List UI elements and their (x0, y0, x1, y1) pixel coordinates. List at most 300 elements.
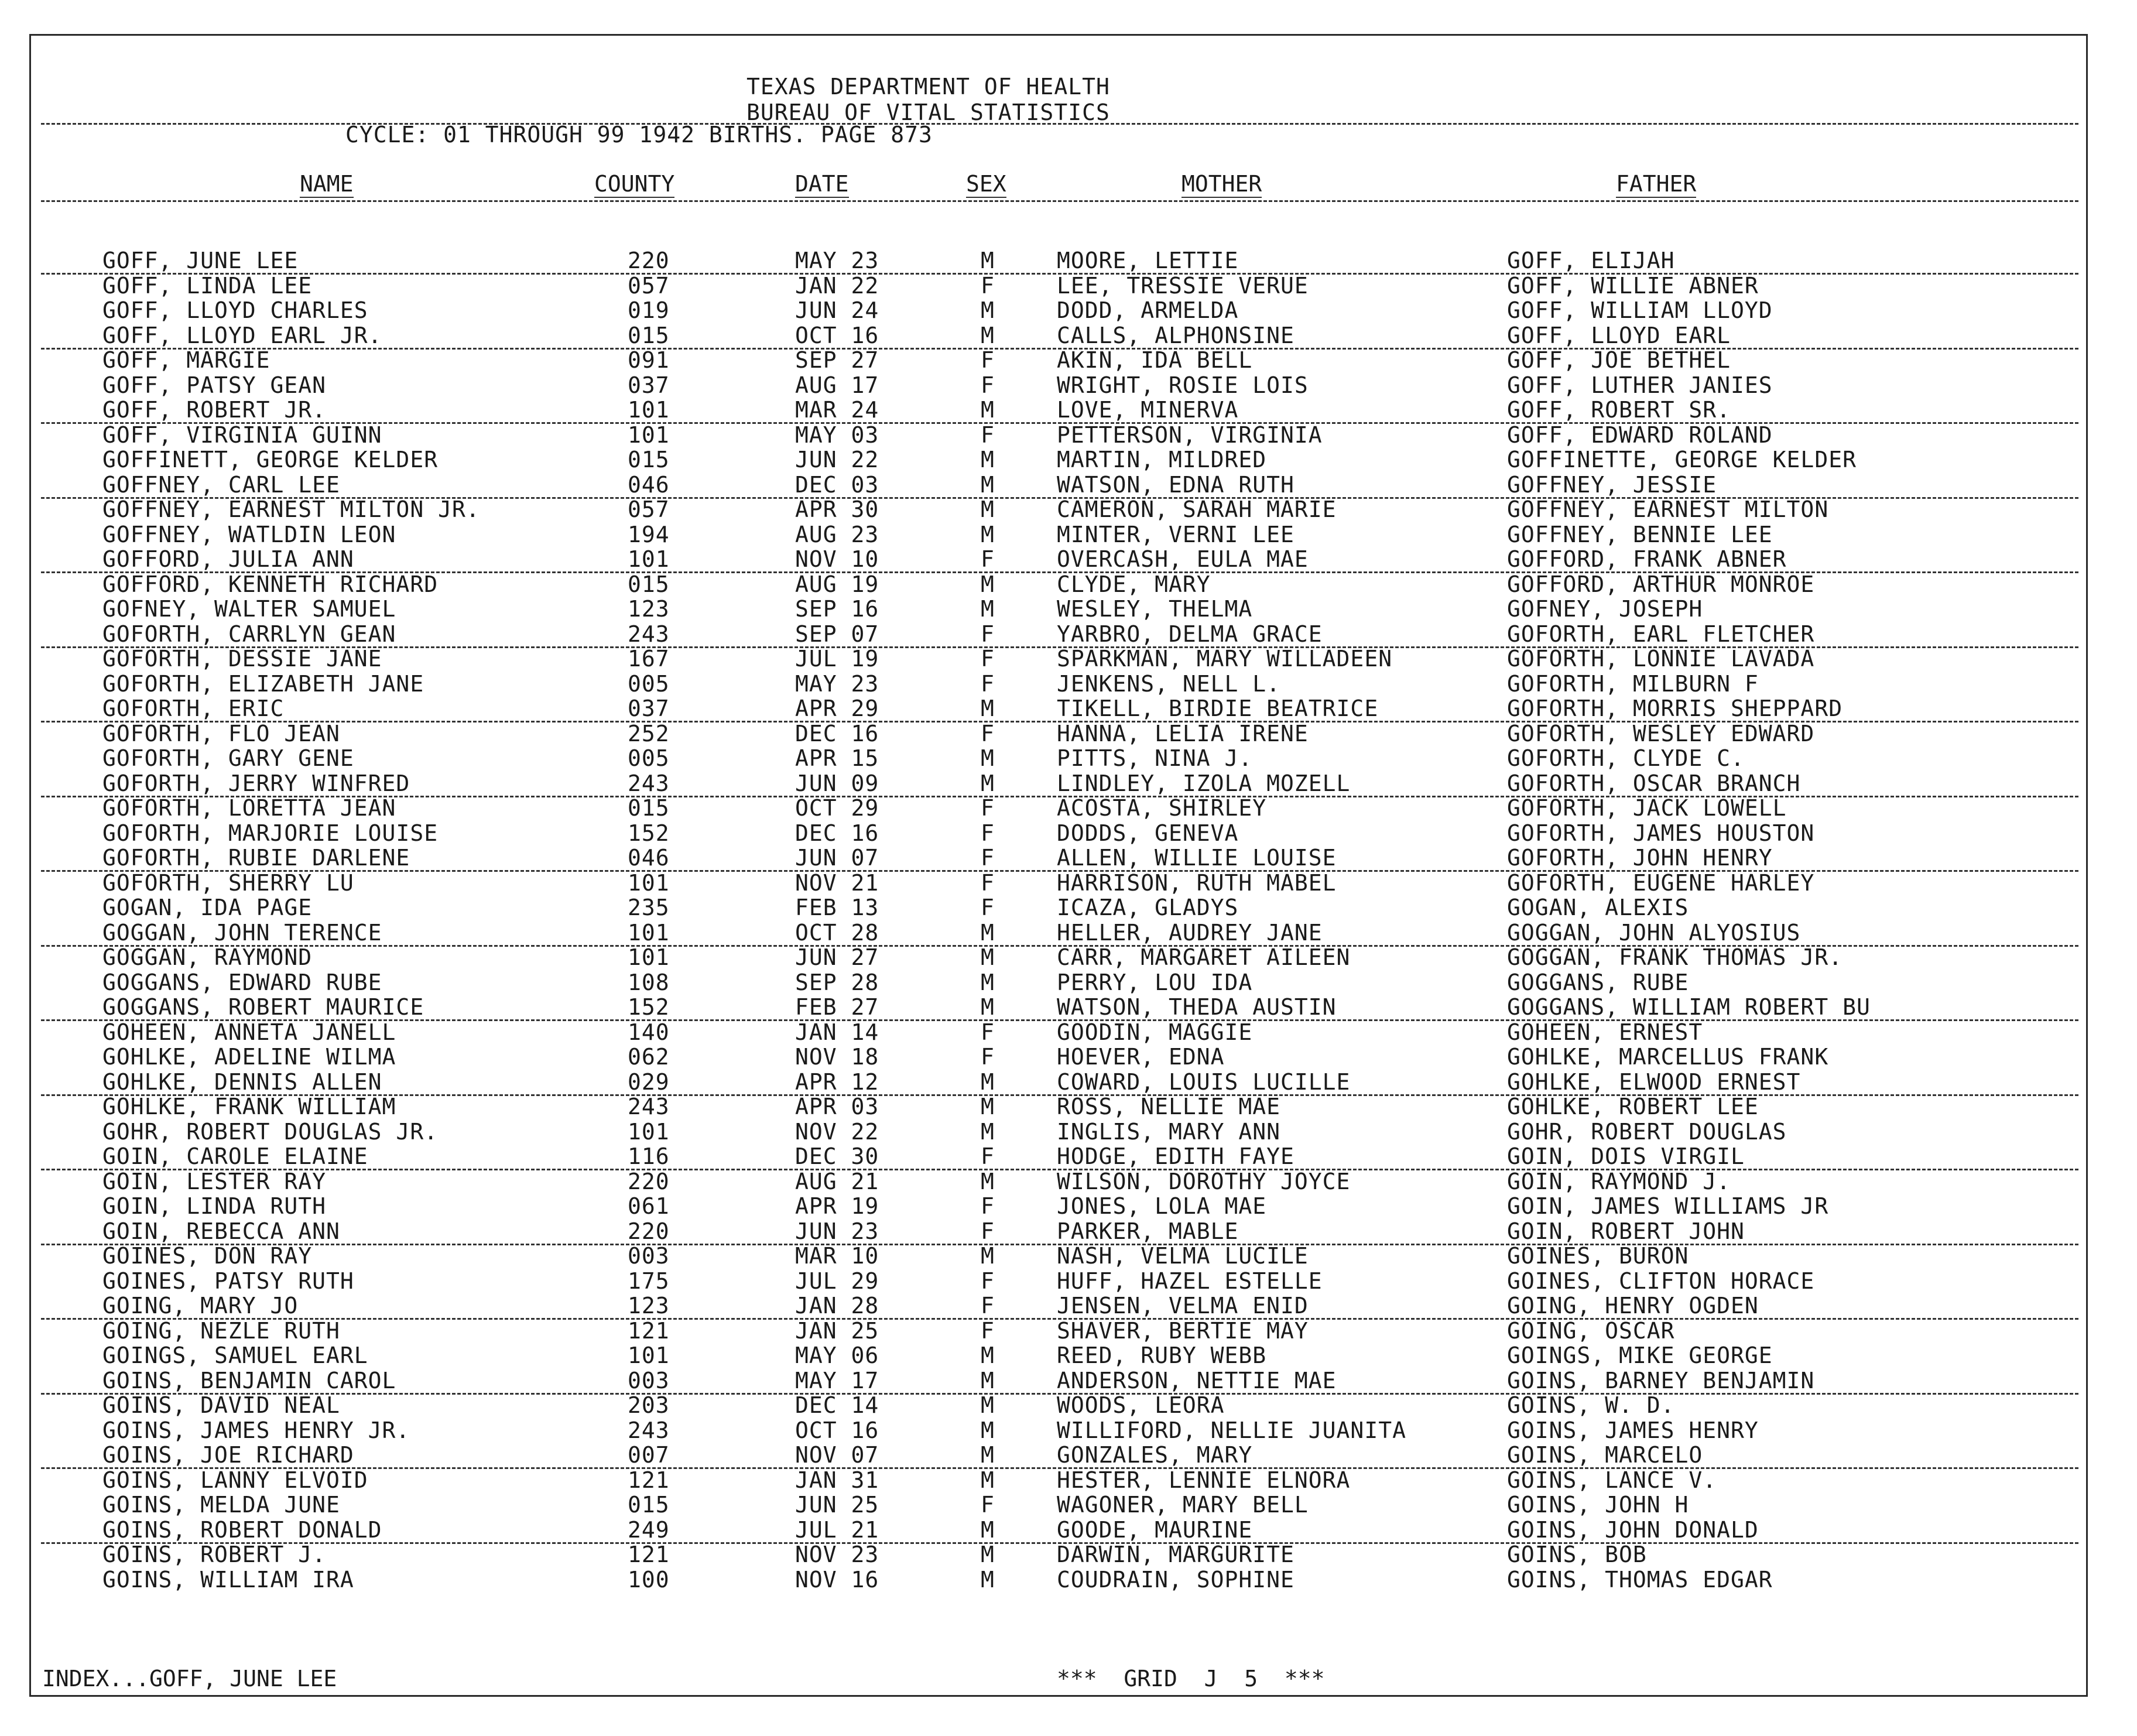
record-father: GOINS, BOB (1507, 1542, 1647, 1567)
table-row (0, 1293, 2137, 1319)
record-sex: F (981, 1293, 995, 1319)
record-county: 220 (628, 1218, 670, 1244)
table-row (0, 248, 2137, 273)
record-father: GOFF, LUTHER JANIES (1507, 372, 1773, 398)
table-row (0, 1468, 2137, 1493)
record-mother: HARRISON, RUTH MABEL (1057, 869, 1337, 896)
record-date: NOV 07 (795, 1442, 879, 1468)
record-father: GOINS, THOMAS EDGAR (1507, 1566, 1773, 1593)
record-name: GOINS, LANNY ELVOID (102, 1467, 368, 1493)
record-mother: CALLS, ALPHONSINE (1057, 322, 1294, 348)
record-date: MAY 17 (795, 1367, 879, 1393)
table-row (0, 1094, 2137, 1119)
record-father: GOFORTH, JOHN HENRY (1507, 845, 1773, 871)
record-name: GOHLKE, DENNIS ALLEN (102, 1069, 382, 1095)
header-cycle: CYCLE: 01 THROUGH 99 1942 BIRTHS. PAGE 873 (345, 122, 933, 148)
record-county: 121 (628, 1317, 670, 1344)
record-county: 243 (628, 621, 670, 647)
table-row (0, 1368, 2137, 1393)
record-name: GOFORTH, JERRY WINFRED (102, 770, 410, 796)
record-county: 091 (628, 347, 670, 373)
record-father: GOINS, JAMES HENRY (1507, 1417, 1759, 1443)
record-mother: COUDRAIN, SOPHINE (1057, 1566, 1294, 1593)
record-mother: DODD, ARMELDA (1057, 297, 1239, 323)
header-bureau: BUREAU OF VITAL STATISTICS (746, 100, 1110, 125)
record-father: GOFF, ELIJAH (1507, 248, 1675, 273)
record-mother: NASH, VELMA LUCILE (1057, 1243, 1309, 1269)
column-header-mother: MOTHER (1181, 171, 1262, 197)
record-sex: M (981, 322, 995, 348)
record-mother: HESTER, LENNIE ELNORA (1057, 1467, 1351, 1493)
table-row (0, 1319, 2137, 1344)
record-sex: M (981, 1343, 995, 1368)
record-date: SEP 07 (795, 621, 879, 647)
record-name: GOFORTH, CARRLYN GEAN (102, 621, 396, 647)
record-mother: HANNA, LELIA IRENE (1057, 720, 1309, 747)
record-sex: M (981, 248, 995, 273)
table-row (0, 1269, 2137, 1294)
record-sex: M (981, 1094, 995, 1119)
record-mother: SPARKMAN, MARY WILLADEEN (1057, 646, 1393, 672)
record-name: GOINS, JOE RICHARD (102, 1442, 354, 1468)
record-county: 152 (628, 820, 670, 846)
record-sex: F (981, 1019, 995, 1045)
record-name: GOFFORD, KENNETH RICHARD (102, 571, 439, 597)
record-mother: LINDLEY, IZOLA MOZELL (1057, 770, 1351, 796)
record-mother: MINTER, VERNI LEE (1057, 521, 1294, 547)
record-date: JAN 31 (795, 1467, 879, 1493)
record-county: 194 (628, 521, 670, 547)
record-mother: CAMERON, SARAH MARIE (1057, 497, 1337, 522)
record-date: SEP 28 (795, 969, 879, 995)
record-name: GOGGAN, RAYMOND (102, 944, 313, 970)
record-county: 029 (628, 1069, 670, 1095)
record-date: NOV 18 (795, 1044, 879, 1070)
record-county: 121 (628, 1542, 670, 1567)
record-county: 243 (628, 770, 670, 796)
record-mother: REED, RUBY WEBB (1057, 1343, 1267, 1368)
record-name: GOINS, BENJAMIN CAROL (102, 1367, 396, 1393)
record-father: GOHLKE, MARCELLUS FRANK (1507, 1044, 1829, 1070)
record-father: GOFORTH, EUGENE HARLEY (1507, 869, 1815, 896)
record-name: GOFORTH, GARY GENE (102, 745, 354, 771)
record-father: GOHR, ROBERT DOUGLAS (1507, 1118, 1787, 1145)
table-row (0, 1492, 2137, 1518)
record-county: 101 (628, 869, 670, 896)
record-sex: F (981, 422, 995, 448)
record-date: DEC 30 (795, 1143, 879, 1169)
record-mother: TIKELL, BIRDIE BEATRICE (1057, 696, 1379, 721)
record-sex: F (981, 646, 995, 672)
record-date: APR 19 (795, 1193, 879, 1219)
record-date: AUG 21 (795, 1168, 879, 1194)
table-row (0, 622, 2137, 647)
record-name: GOFORTH, ELIZABETH JANE (102, 670, 424, 697)
column-header-father: FATHER (1616, 171, 1697, 197)
column-header-sex: SEX (966, 171, 1006, 197)
record-date: OCT 28 (795, 919, 879, 946)
record-father: GOFORTH, LONNIE LAVADA (1507, 646, 1815, 672)
record-father: GOFF, JOE BETHEL (1507, 347, 1731, 373)
record-name: GOINGS, SAMUEL EARL (102, 1343, 368, 1368)
record-county: 108 (628, 969, 670, 995)
record-county: 003 (628, 1367, 670, 1393)
record-name: GOHLKE, ADELINE WILMA (102, 1044, 396, 1070)
record-county: 152 (628, 994, 670, 1020)
record-sex: M (981, 1069, 995, 1095)
record-date: OCT 16 (795, 322, 879, 348)
record-county: 015 (628, 571, 670, 597)
record-sex: M (981, 297, 995, 323)
record-mother: WESLEY, THELMA (1057, 596, 1253, 622)
record-mother: PERRY, LOU IDA (1057, 969, 1253, 995)
record-mother: MOORE, LETTIE (1057, 248, 1239, 273)
record-county: 061 (628, 1193, 670, 1219)
record-date: JAN 22 (795, 272, 879, 299)
record-mother: CLYDE, MARY (1057, 571, 1211, 597)
record-mother: PITTS, NINA J. (1057, 745, 1253, 771)
record-name: GOFF, MARGIE (102, 347, 270, 373)
record-name: GOING, NEZLE RUTH (102, 1317, 340, 1344)
record-county: 015 (628, 1492, 670, 1518)
record-sex: M (981, 1566, 995, 1593)
record-county: 243 (628, 1417, 670, 1443)
record-sex: F (981, 720, 995, 747)
record-sex: M (981, 471, 995, 498)
record-mother: LEE, TRESSIE VERUE (1057, 272, 1309, 299)
record-mother: LOVE, MINERVA (1057, 397, 1239, 423)
column-header-name: NAME (300, 171, 354, 197)
record-sex: M (981, 1168, 995, 1194)
record-father: GOIN, JAMES WILLIAMS JR (1507, 1193, 1829, 1219)
table-row (0, 945, 2137, 970)
record-father: GOING, HENRY OGDEN (1507, 1293, 1759, 1319)
record-mother: PETTERSON, VIRGINIA (1057, 422, 1323, 448)
record-date: MAR 24 (795, 397, 879, 423)
record-name: GOFF, LLOYD CHARLES (102, 297, 368, 323)
record-name: GOFORTH, DESSIE JANE (102, 646, 382, 672)
record-sex: M (981, 397, 995, 423)
record-mother: WILLIFORD, NELLIE JUANITA (1057, 1417, 1406, 1443)
record-date: JAN 14 (795, 1019, 879, 1045)
record-sex: F (981, 895, 995, 920)
record-sex: M (981, 696, 995, 721)
record-father: GOGAN, ALEXIS (1507, 895, 1689, 920)
record-date: APR 12 (795, 1069, 879, 1095)
record-name: GOINS, ROBERT DONALD (102, 1516, 382, 1543)
record-name: GOIN, LINDA RUTH (102, 1193, 327, 1219)
table-row (0, 771, 2137, 796)
record-mother: WRIGHT, ROSIE LOIS (1057, 372, 1309, 398)
record-date: APR 15 (795, 745, 879, 771)
record-father: GOFORTH, OSCAR BRANCH (1507, 770, 1801, 796)
record-date: MAR 10 (795, 1243, 879, 1269)
record-county: 046 (628, 471, 670, 498)
record-name: GOFORTH, ERIC (102, 696, 285, 721)
record-date: JUL 19 (795, 646, 879, 672)
record-name: GOHLKE, FRANK WILLIAM (102, 1094, 396, 1119)
record-sex: M (981, 497, 995, 522)
record-date: JUN 22 (795, 447, 879, 472)
table-row (0, 572, 2137, 597)
record-county: 121 (628, 1467, 670, 1493)
table-row (0, 1393, 2137, 1418)
record-father: GOFF, ROBERT SR. (1507, 397, 1731, 423)
record-county: 003 (628, 1243, 670, 1269)
table-row (0, 696, 2137, 721)
table-row (0, 646, 2137, 672)
record-father: GOFORTH, JACK LOWELL (1507, 795, 1787, 821)
record-father: GOFFNEY, BENNIE LEE (1507, 521, 1773, 547)
record-county: 252 (628, 720, 670, 747)
record-father: GOFFORD, ARTHUR MONROE (1507, 571, 1815, 597)
record-father: GOGGAN, FRANK THOMAS JR. (1507, 944, 1843, 970)
record-county: 015 (628, 447, 670, 472)
record-sex: M (981, 1367, 995, 1393)
record-county: 007 (628, 1442, 670, 1468)
record-father: GOFORTH, EARL FLETCHER (1507, 621, 1815, 647)
record-date: JUN 07 (795, 845, 879, 871)
record-date: JUN 27 (795, 944, 879, 970)
record-name: GOGGAN, JOHN TERENCE (102, 919, 382, 946)
record-date: JUN 24 (795, 297, 879, 323)
record-sex: F (981, 621, 995, 647)
record-mother: WATSON, THEDA AUSTIN (1057, 994, 1337, 1020)
record-name: GOFFORD, JULIA ANN (102, 546, 354, 572)
record-county: 235 (628, 895, 670, 920)
record-father: GOFF, WILLIAM LLOYD (1507, 297, 1773, 323)
record-mother: COWARD, LOUIS LUCILLE (1057, 1069, 1351, 1095)
table-row (0, 597, 2137, 622)
record-name: GOFF, LINDA LEE (102, 272, 313, 299)
record-sex: M (981, 447, 995, 472)
record-sex: F (981, 546, 995, 572)
record-father: GOFORTH, CLYDE C. (1507, 745, 1745, 771)
record-name: GOFNEY, WALTER SAMUEL (102, 596, 396, 622)
record-sex: M (981, 1392, 995, 1418)
record-father: GOGGANS, WILLIAM ROBERT BU (1507, 994, 1871, 1020)
record-county: 140 (628, 1019, 670, 1045)
record-mother: ANDERSON, NETTIE MAE (1057, 1367, 1337, 1393)
record-sex: F (981, 1044, 995, 1070)
table-row (0, 920, 2137, 946)
record-mother: GONZALES, MARY (1057, 1442, 1253, 1468)
record-county: 046 (628, 845, 670, 871)
footer-index: INDEX...GOFF, JUNE LEE (42, 1666, 337, 1692)
record-mother: JENKENS, NELL L. (1057, 670, 1281, 697)
table-row (0, 796, 2137, 821)
record-county: 015 (628, 795, 670, 821)
record-mother: ROSS, NELLIE MAE (1057, 1094, 1281, 1119)
record-name: GOFF, JUNE LEE (102, 248, 299, 273)
record-name: GOIN, CAROLE ELAINE (102, 1143, 368, 1169)
table-row (0, 1518, 2137, 1543)
record-father: GOFF, WILLIE ABNER (1507, 272, 1759, 299)
record-mother: WAGONER, MARY BELL (1057, 1492, 1309, 1518)
record-sex: F (981, 1317, 995, 1344)
record-county: 101 (628, 397, 670, 423)
record-father: GOIN, RAYMOND J. (1507, 1168, 1731, 1194)
table-row (0, 447, 2137, 472)
record-father: GOIN, DOIS VIRGIL (1507, 1143, 1745, 1169)
record-father: GOHLKE, ROBERT LEE (1507, 1094, 1759, 1119)
record-date: OCT 29 (795, 795, 879, 821)
table-row (0, 1219, 2137, 1244)
table-row (0, 373, 2137, 398)
record-county: 167 (628, 646, 670, 672)
record-father: GOFFORD, FRANK ABNER (1507, 546, 1787, 572)
table-row (0, 1343, 2137, 1368)
record-name: GOFFNEY, WATLDIN LEON (102, 521, 396, 547)
record-county: 100 (628, 1566, 670, 1593)
record-date: NOV 10 (795, 546, 879, 572)
record-name: GOFORTH, SHERRY LU (102, 869, 354, 896)
table-row (0, 845, 2137, 871)
record-name: GOINES, DON RAY (102, 1243, 313, 1269)
record-date: JUN 25 (795, 1492, 879, 1518)
table-row (0, 298, 2137, 323)
table-row (0, 323, 2137, 348)
record-mother: HOEVER, EDNA (1057, 1044, 1225, 1070)
table-row (0, 1020, 2137, 1045)
record-sex: M (981, 1467, 995, 1493)
record-sex: F (981, 1492, 995, 1518)
side-label (0, 1656, 43, 1676)
table-row (0, 895, 2137, 920)
record-date: DEC 03 (795, 471, 879, 498)
record-name: GOGGANS, EDWARD RUBE (102, 969, 382, 995)
record-county: 037 (628, 696, 670, 721)
record-county: 123 (628, 596, 670, 622)
table-row (0, 995, 2137, 1020)
record-mother: JONES, LOLA MAE (1057, 1193, 1267, 1219)
record-sex: F (981, 820, 995, 846)
record-sex: M (981, 994, 995, 1020)
table-row (0, 1418, 2137, 1443)
table-row (0, 423, 2137, 448)
record-sex: F (981, 869, 995, 896)
record-sex: M (981, 596, 995, 622)
table-row (0, 1169, 2137, 1194)
record-mother: OVERCASH, EULA MAE (1057, 546, 1309, 572)
record-date: NOV 22 (795, 1118, 879, 1145)
record-name: GOFORTH, MARJORIE LOUISE (102, 820, 439, 846)
record-mother: DARWIN, MARGURITE (1057, 1542, 1294, 1567)
record-date: NOV 23 (795, 1542, 879, 1567)
footer-grid: *** GRID J 5 *** (1057, 1666, 1325, 1692)
record-date: MAY 03 (795, 422, 879, 448)
table-row (0, 1244, 2137, 1269)
record-county: 005 (628, 745, 670, 771)
record-date: NOV 21 (795, 869, 879, 896)
record-county: 101 (628, 1118, 670, 1145)
record-mother: WILSON, DOROTHY JOYCE (1057, 1168, 1351, 1194)
record-sex: M (981, 745, 995, 771)
record-mother: WOODS, LEORA (1057, 1392, 1225, 1418)
record-father: GOFFNEY, EARNEST MILTON (1507, 497, 1829, 522)
record-sex: M (981, 1118, 995, 1145)
record-father: GOINS, LANCE V. (1507, 1467, 1717, 1493)
record-date: DEC 16 (795, 820, 879, 846)
record-sex: F (981, 347, 995, 373)
table-row (0, 1045, 2137, 1070)
record-father: GOFFNEY, JESSIE (1507, 471, 1717, 498)
header-department: TEXAS DEPARTMENT OF HEALTH (746, 74, 1110, 100)
record-county: 037 (628, 372, 670, 398)
record-county: 116 (628, 1143, 670, 1169)
record-name: GOIN, LESTER RAY (102, 1168, 327, 1194)
record-father: GOFNEY, JOSEPH (1507, 596, 1703, 622)
record-county: 249 (628, 1516, 670, 1543)
record-date: AUG 19 (795, 571, 879, 597)
record-sex: F (981, 1193, 995, 1219)
record-mother: DODDS, GENEVA (1057, 820, 1239, 846)
column-header-divider (41, 200, 2078, 202)
record-sex: M (981, 571, 995, 597)
records-table (0, 248, 2137, 1592)
record-date: JUL 29 (795, 1268, 879, 1294)
table-row (0, 1070, 2137, 1095)
record-county: 062 (628, 1044, 670, 1070)
record-father: GOINS, BARNEY BENJAMIN (1507, 1367, 1815, 1393)
table-row (0, 721, 2137, 747)
record-father: GOIN, ROBERT JOHN (1507, 1218, 1745, 1244)
record-mother: GOODIN, MAGGIE (1057, 1019, 1253, 1045)
record-county: 203 (628, 1392, 670, 1418)
record-name: GOGAN, IDA PAGE (102, 895, 313, 920)
record-name: GOFF, PATSY GEAN (102, 372, 327, 398)
record-father: GOINGS, MIKE GEORGE (1507, 1343, 1773, 1368)
record-date: JAN 28 (795, 1293, 879, 1319)
record-name: GOINS, DAVID NEAL (102, 1392, 340, 1418)
table-row (0, 522, 2137, 547)
record-date: APR 03 (795, 1094, 879, 1119)
table-row (0, 871, 2137, 896)
record-father: GOHEEN, ERNEST (1507, 1019, 1703, 1045)
record-father: GOINS, MARCELO (1507, 1442, 1703, 1468)
record-sex: F (981, 670, 995, 697)
record-name: GOFF, VIRGINIA GUINN (102, 422, 382, 448)
record-sex: M (981, 1542, 995, 1567)
record-date: AUG 23 (795, 521, 879, 547)
record-county: 101 (628, 422, 670, 448)
record-county: 057 (628, 497, 670, 522)
record-county: 019 (628, 297, 670, 323)
record-sex: M (981, 944, 995, 970)
record-mother: ALLEN, WILLIE LOUISE (1057, 845, 1337, 871)
record-date: JUL 21 (795, 1516, 879, 1543)
record-mother: SHAVER, BERTIE MAY (1057, 1317, 1309, 1344)
record-father: GOFF, EDWARD ROLAND (1507, 422, 1773, 448)
record-name: GOING, MARY JO (102, 1293, 299, 1319)
record-father: GOFF, LLOYD EARL (1507, 322, 1731, 348)
record-father: GOGGAN, JOHN ALYOSIUS (1507, 919, 1801, 946)
record-father: GOINS, W. D. (1507, 1392, 1675, 1418)
table-row (0, 273, 2137, 299)
record-date: MAY 23 (795, 670, 879, 697)
record-father: GOINES, CLIFTON HORACE (1507, 1268, 1815, 1294)
table-row (0, 1194, 2137, 1219)
record-date: SEP 16 (795, 596, 879, 622)
record-date: NOV 16 (795, 1566, 879, 1593)
record-date: MAY 23 (795, 248, 879, 273)
record-father: GOFORTH, JAMES HOUSTON (1507, 820, 1815, 846)
record-county: 005 (628, 670, 670, 697)
record-county: 057 (628, 272, 670, 299)
table-row (0, 746, 2137, 771)
record-county: 243 (628, 1094, 670, 1119)
record-mother: PARKER, MABLE (1057, 1218, 1239, 1244)
